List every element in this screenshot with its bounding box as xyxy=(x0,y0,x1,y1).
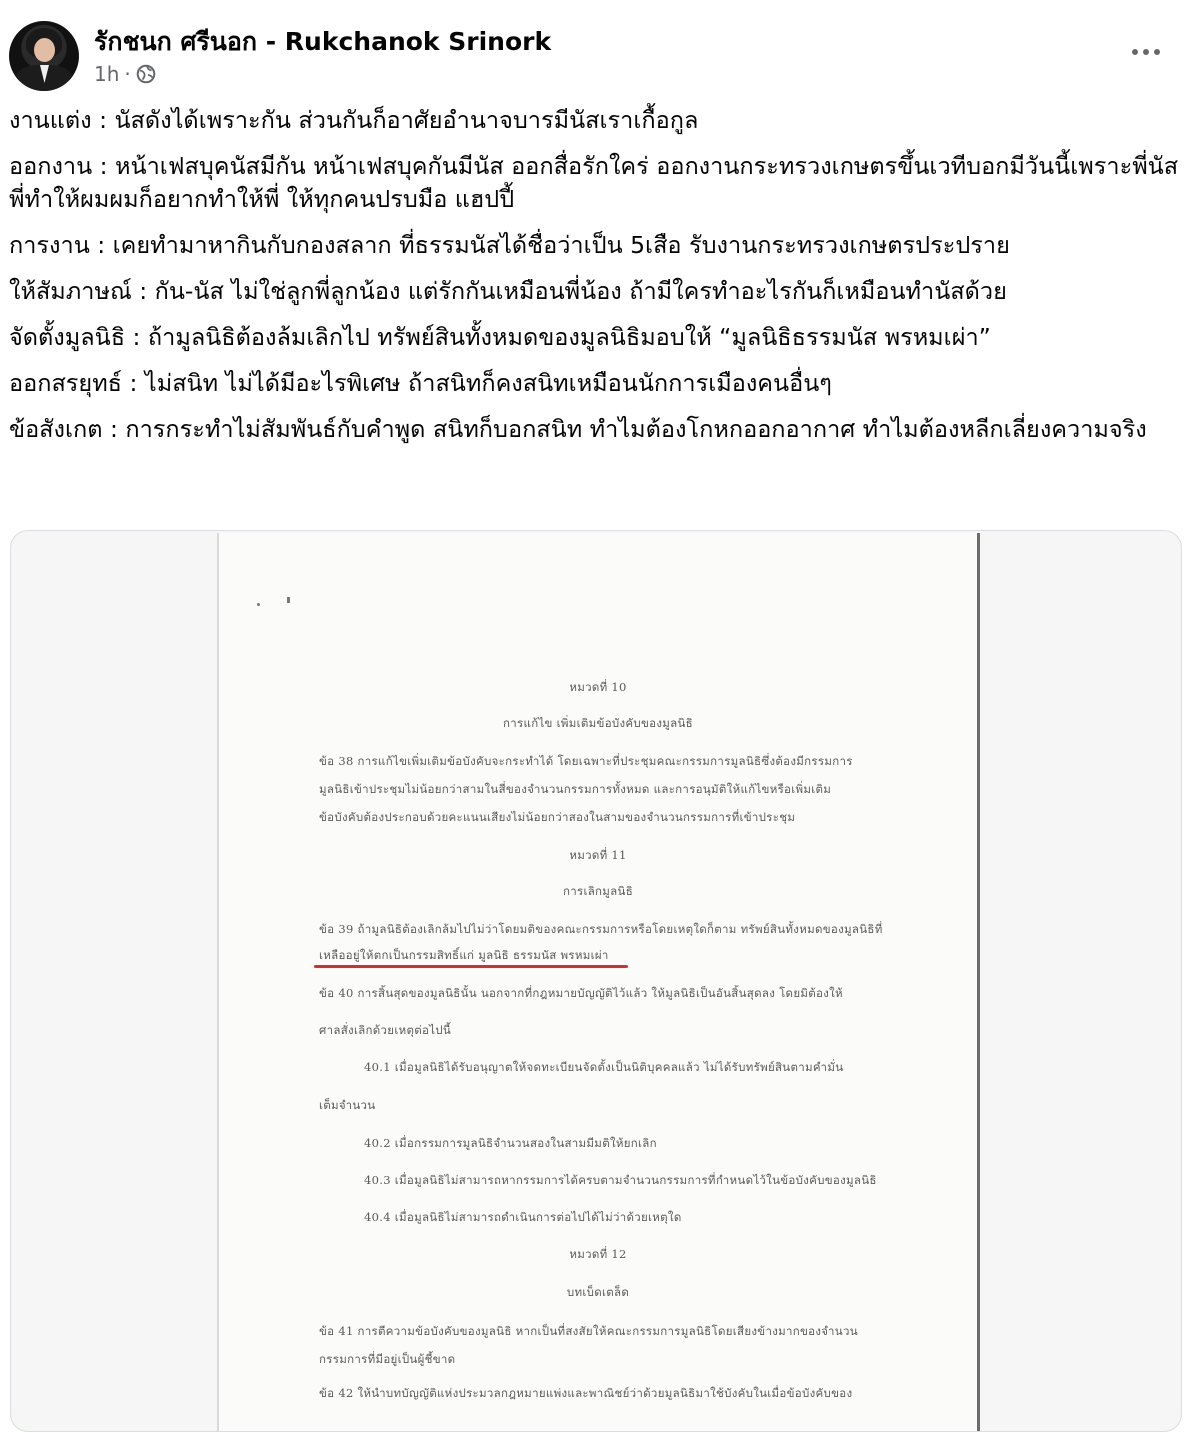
clause-line: ข้อบังคับต้องประกอบด้วยคะแนนเสียงไม่น้อยกว่าสองในสามของจำนวนกรรมการที่เข้าประชุม xyxy=(319,810,796,824)
clause-line: มูลนิธิเข้าประชุมไม่น้อยกว่าสามในสี่ของจำนวนกรรมการทั้งหมด และการอนุมัติให้แก้ไขหรือเพิ่มเติม xyxy=(319,782,832,796)
author-avatar[interactable] xyxy=(9,21,79,91)
post-paragraph: งานแต่ง : นัสดังได้เพราะกัน ส่วนกันก็อาศัยอำนาจบารมีนัสเราเกื้อกูล xyxy=(9,106,699,134)
globe-icon[interactable] xyxy=(136,64,156,84)
post-body xyxy=(9,104,1181,459)
dot-icon xyxy=(1132,49,1138,55)
clause-line: 40.3 เมื่อมูลนิธิไม่สามารถหากรรมการได้ครบตามจำนวนกรรมการที่กำหนดไว้ในข้อบังคับของมูลนิธิ xyxy=(364,1173,877,1187)
clause-line: ศาลสั่งเลิกด้วยเหตุต่อไปนี้ xyxy=(319,1023,452,1037)
author-name[interactable]: รักชนก ศรีนอก - Rukchanok Srinork xyxy=(94,27,552,56)
post-paragraph: การงาน : เคยทำมาหากินกับกองสลาก ที่ธรรมนัสได้ชื่อว่าเป็น 5เสือ รับงานกระทรวงเกษตรประปราย xyxy=(9,231,1010,259)
post-paragraph: ข้อสังเกต : การกระทำไม่สัมพันธ์กับคำพูด สนิทก็บอกสนิท ทำไมต้องโกหกออกอากาศ ทำไมต้องหลีกเลี่ยงความจริง xyxy=(9,415,1147,443)
dot-icon xyxy=(1154,49,1160,55)
chapter-heading: หมวดที่ 11 xyxy=(569,848,627,862)
clause-line: กรรมการที่มีอยู่เป็นผู้ชี้ขาด xyxy=(319,1352,456,1366)
post-meta xyxy=(94,62,156,86)
chapter-title: การแก้ไข เพิ่มเติมข้อบังคับของมูลนิธิ xyxy=(502,716,693,730)
post-time[interactable]: 1h xyxy=(94,62,120,86)
clause-line: ข้อ 40 การสิ้นสุดของมูลนิธินั้น นอกจากที่กฎหมายบัญญัติไว้แล้ว ให้มูลนิธิเป็นอันสิ้นสุดลง โดยมิต้องให้ xyxy=(319,986,843,1000)
post-paragraph: ให้สัมภาษณ์ : กัน-นัส ไม่ใช่ลูกพี่ลูกน้อง แต่รักกันเหมือนพี่น้อง ถ้ามีใครทำอะไรกันก็เหมือนทำนัสด้วย xyxy=(9,277,1007,305)
chapter-heading: หมวดที่ 10 xyxy=(569,680,627,694)
post-paragraph: ออกสรยุทธ์ : ไม่สนิท ไม่ได้มีอะไรพิเศษ ถ้าสนิทก็คงสนิทเหมือนนักการเมืองคนอื่นๆ xyxy=(9,369,832,397)
clause-line: ข้อ 39 ถ้ามูลนิธิต้องเลิกล้มไปไม่ว่าโดยมติของคณะกรรมการหรือโดยเหตุใดก็ตาม ทรัพย์สินทั้งหมดของมูลนิธิที่ xyxy=(319,922,883,936)
red-underline-mark xyxy=(314,965,628,968)
clause-line: เต็มจำนวน xyxy=(319,1098,376,1112)
clause-line: ข้อ 41 การตีความข้อบังคับของมูลนิธิ หากเป็นที่สงสัยให้คณะกรรมการมูลนิธิโดยเสียงข้างมากของจำนวน xyxy=(319,1324,858,1338)
dot-icon xyxy=(1143,49,1149,55)
clause-line: 40.1 เมื่อมูลนิธิได้รับอนุญาตให้จดทะเบียนจัดตั้งเป็นนิติบุคคลแล้ว ไม่ได้รับทรัพย์สินตามคำมั่น xyxy=(364,1060,844,1074)
chapter-title: บทเบ็ดเตล็ด xyxy=(566,1285,630,1299)
clause-line: 40.2 เมื่อกรรมการมูลนิธิจำนวนสองในสามมีมติให้ยกเลิก xyxy=(364,1136,657,1150)
attached-photo[interactable] xyxy=(10,530,1182,1432)
clause-line: 40.4 เมื่อมูลนิธิไม่สามารถดำเนินการต่อไปได้ไม่ว่าด้วยเหตุใด xyxy=(364,1210,682,1224)
meta-separator: · xyxy=(124,62,131,86)
chapter-heading: หมวดที่ 12 xyxy=(569,1247,627,1261)
post-paragraph: จัดตั้งมูลนิธิ : ถ้ามูลนิธิต้องล้มเลิกไป ทรัพย์สินทั้งหมดของมูลนิธิมอบให้ “มูลนิธิธรรมนัส พรหมเผ่า” xyxy=(9,323,991,351)
post-paragraph: ออกงาน : หน้าเฟสบุคนัสมีกัน หน้าเฟสบุคกันมีนัส ออกสื่อรักใคร่ ออกงานกระทรวงเกษตรขึ้นเวทีบอกมีวันนี้เพราะพี่นัส พี่ทำให้ผมผมก็อยากทำให้พี่ ให้ทุกคนปรบมือ แฮปปี้ xyxy=(9,152,1179,213)
chapter-title: การเลิกมูลนิธิ xyxy=(562,884,634,898)
clause-line: ข้อ 42 ให้นำบทบัญญัติแห่งประมวลกฎหมายแพ่งและพาณิชย์ว่าด้วยมูลนิธิมาใช้บังคับในเมื่อข้อบังคับของ xyxy=(319,1386,853,1400)
document-page xyxy=(217,533,980,1432)
post-header xyxy=(0,0,1200,100)
clause-line: ข้อ 38 การแก้ไขเพิ่มเติมข้อบังคับจะกระทำได้ โดยเฉพาะที่ประชุมคณะกรรมการมูลนิธิซึ่งต้องมีกรรมการ xyxy=(319,754,853,768)
more-options-button[interactable] xyxy=(1128,40,1164,64)
highlighted-clause-line: เหลืออยู่ให้ตกเป็นกรรมสิทธิ์แก่ มูลนิธิ ธรรมนัส พรหมเผ่า xyxy=(319,948,609,962)
